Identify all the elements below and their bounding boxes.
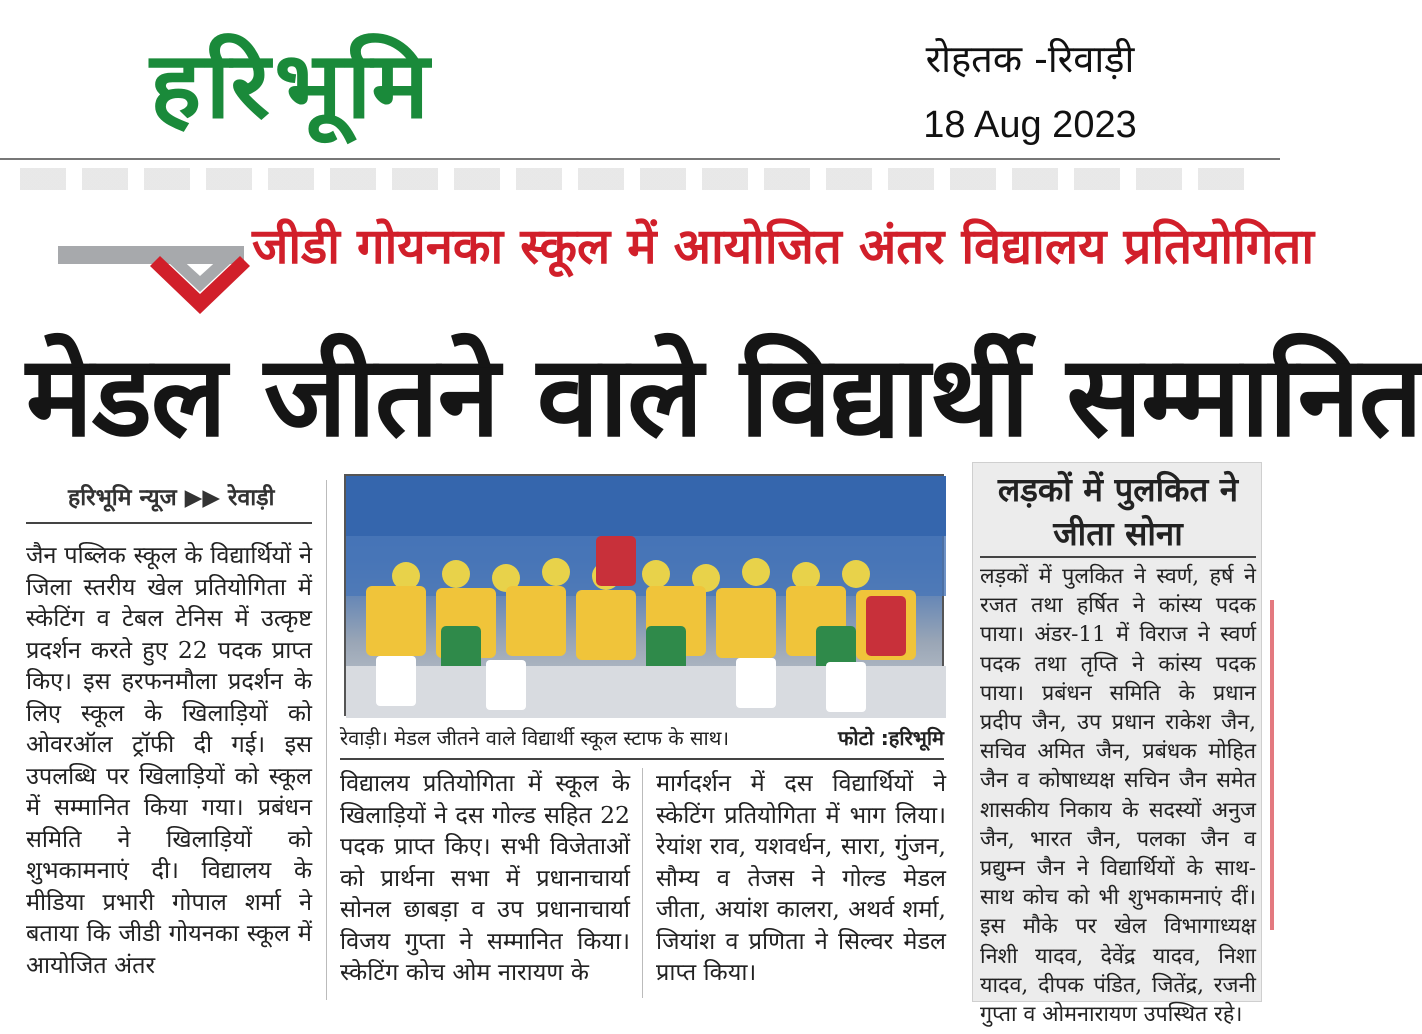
edition-name: रोहतक -रिवाड़ी bbox=[925, 37, 1135, 81]
article-column-3: मार्गदर्शन में दस विद्यार्थियों ने स्केटिंग प्रतियोगिता में भाग लिया। रेयांश राव, यशवर्धन, सारा, गुंजन, सौम्य व तेजस ने गोल्ड मेडल जीता, अयांश कालरा, अथर्व शर्मा, जियांश व प्रणिता ने सिल्वर मेडल प्राप्त किया। bbox=[656, 769, 946, 986]
caption-divider bbox=[340, 758, 944, 760]
news-photo bbox=[344, 474, 944, 716]
column-divider bbox=[642, 768, 643, 998]
faded-text-strip bbox=[20, 168, 1260, 190]
sidebar-divider bbox=[980, 556, 1256, 558]
page-edge-mark bbox=[1270, 600, 1274, 930]
article-column-2: विद्यालय प्रतियोगिता में स्कूल के खिलाड़ियों ने दस गोल्ड सहित 22 पदक प्राप्त किए। सभी विजेताओं को प्रार्थना सभा में प्रधानाचार्या सोनल छाबड़ा व उप प्रधानाचार्या विजय गुप्ता ने सम्मानित किया। स्केटिंग कोच ओम नारायण के bbox=[340, 769, 630, 986]
chevron-down-icon bbox=[150, 256, 250, 316]
photo-caption: रेवाड़ी। मेडल जीतने वाले विद्यार्थी स्कूल स्टाफ के साथ। bbox=[340, 726, 730, 750]
photo-credit: फोटो :हरिभूमि bbox=[837, 726, 944, 750]
byline-divider bbox=[26, 522, 312, 524]
sidebar-body: लड़कों में पुलकित ने स्वर्ण, हर्ष ने रजत तथा हर्षित ने कांस्य पदक पाया। अंडर-11 में विराज ने स्वर्ण पदक तथा तृप्ति ने कांस्य पदक पाया। प्रबंधन समिति के प्रधान प्रदीप जैन, उप प्रधान राकेश जैन, सचिव अमित जैन, प्रबंधक मोहित जैन व कोषाध्यक्ष सचिन जैन समेत शासकीय निकाय के सदस्यों अनुज जैन, भारत जैन, पलका जैन व प्रद्युम्न जैन ने विद्यार्थियों के साथ-साथ कोच को भी शुभकामनाएं दीं। इस मौके पर खेल विभागाध्यक्ष निशी यादव, देवेंद्र यादव, निशा यादव, दीपक पंडित, जितेंद्र, रजनी गुप्ता व ओमनारायण उपस्थित रहे। bbox=[980, 564, 1256, 1028]
masthead-divider bbox=[0, 158, 1280, 160]
group-photo-illustration bbox=[346, 476, 946, 718]
edition-date: 18 Aug 2023 bbox=[923, 104, 1137, 146]
article-headline: मेडल जीतने वाले विद्यार्थी सम्मानित bbox=[26, 332, 1422, 462]
newspaper-logo: हरिभूमि bbox=[150, 31, 434, 139]
sidebar-title: लड़कों में पुलकित ने जीता सोना bbox=[997, 470, 1239, 553]
column-divider bbox=[326, 480, 327, 1000]
article-column-1: जैन पब्लिक स्कूल के विद्यार्थियों ने जिला स्तरीय खेल प्रतियोगिता में स्केटिंग व टेबल टेनिस में उत्कृष्ट प्रदर्शन करते हुए 22 पदक प्राप्त किए। इस हरफनमौला प्रदर्शन के लिए स्कूल के खिलाड़ियों को ओवरऑल ट्रॉफी दी गई। इस उपलब्धि पर खिलाड़ियों को स्कूल में सम्मानित किया गया। प्रबंधन समिति ने खिलाड़ियों को शुभकामनाएं दी। विद्यालय के मीडिया प्रभारी गोपाल शर्मा ने बताया कि जीडी गोयनका स्कूल में आयोजित अंतर bbox=[26, 541, 312, 979]
article-kicker: जीडी गोयनका स्कूल में आयोजित अंतर विद्यालय प्रतियोगिता bbox=[252, 218, 1315, 275]
article-byline: हरिभूमि न्यूज ▶▶ रेवाड़ी bbox=[68, 485, 275, 511]
